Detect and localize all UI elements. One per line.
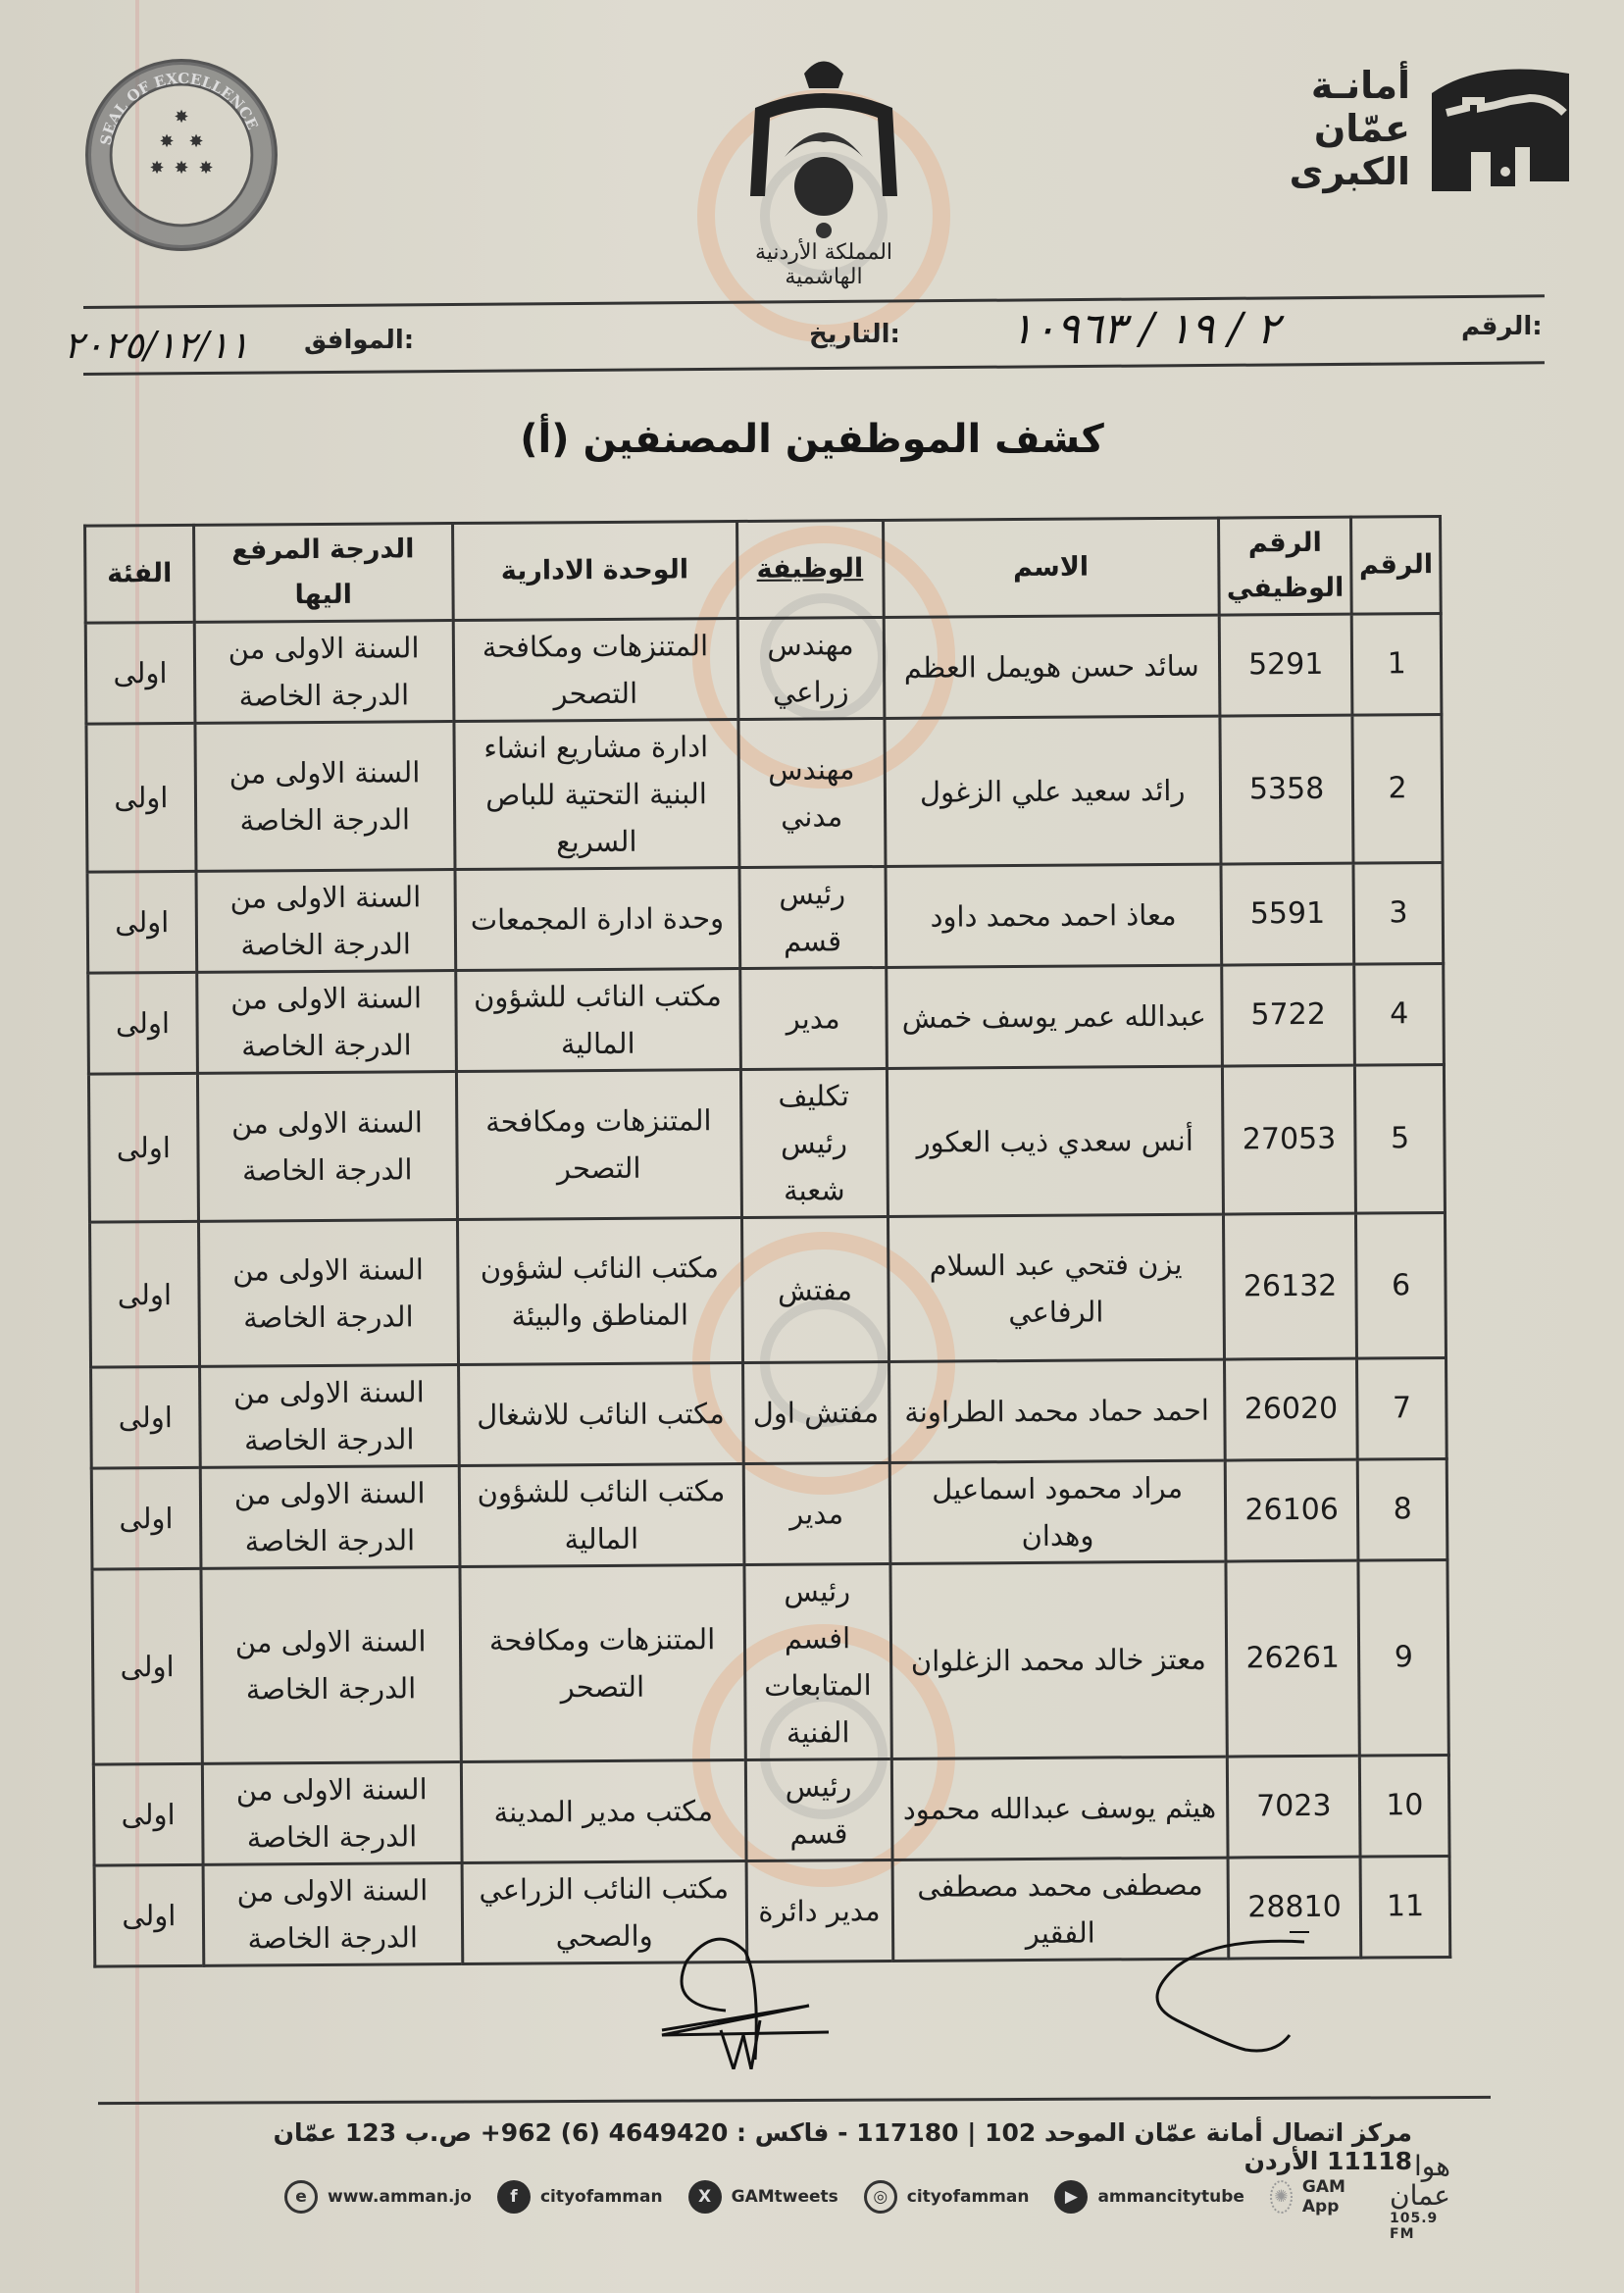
cell-emp-id: 5591	[1221, 863, 1354, 965]
table-row	[92, 1559, 1448, 1764]
table-row	[88, 963, 1445, 1074]
cell-name: يزن فتحي عبد السلام الرفاعي	[888, 1214, 1224, 1361]
cell-no: 6	[1356, 1212, 1446, 1358]
cell-job: رئيس قسم	[739, 866, 887, 968]
cell-job: مهندس زراعي	[737, 617, 885, 719]
col-header-name: الاسم	[883, 518, 1219, 617]
ref-number-value: ٢ / ١٩ / ١٠٩٦٣	[1010, 304, 1280, 354]
cell-unit: المتنزهات ومكافحة التصحر	[456, 1070, 741, 1220]
table-row	[93, 1755, 1449, 1865]
col-header-no: الرقم	[1351, 517, 1441, 615]
cell-no: 1	[1352, 614, 1442, 716]
logo-text	[1289, 64, 1410, 193]
cell-name: مراد محمود اسماعيل وهدان	[889, 1460, 1226, 1563]
cell-emp-id: 26020	[1224, 1358, 1357, 1460]
cell-name: مصطفى محمد مصطفى الفقير	[892, 1858, 1229, 1961]
social-label: ammancitytube	[1097, 2187, 1244, 2207]
cell-no: 5	[1355, 1064, 1446, 1213]
cell-job: رئيس افسم المتابعات الفنية	[744, 1563, 891, 1759]
cell-emp-id: 7023	[1227, 1756, 1360, 1858]
cell-name: عبدالله عمر يوسف خمش	[886, 965, 1222, 1068]
table-row	[91, 1357, 1447, 1468]
social-label: GAM App	[1301, 2177, 1345, 2217]
cell-name: احمد حماد محمد الطراونة	[888, 1359, 1225, 1462]
social-website[interactable]	[284, 2180, 472, 2214]
cell-job: مدير دائرة	[746, 1860, 893, 1962]
cell-name: رائد سعيد علي الزغول	[884, 716, 1220, 866]
svg-text:✸: ✸	[159, 131, 175, 152]
cell-no: 7	[1357, 1357, 1446, 1459]
seal-of-excellence-icon	[80, 54, 282, 256]
cell-name: معتز خالد محمد الزغلوان	[890, 1561, 1228, 1758]
cell-emp-id: 5722	[1222, 964, 1355, 1066]
table-row	[88, 1064, 1445, 1222]
document-title: كشف الموظفين المصنفين (أ)	[520, 417, 1104, 462]
cell-no: 10	[1360, 1755, 1449, 1857]
svg-text:✸: ✸	[188, 131, 204, 152]
cell-job: مفتش	[741, 1216, 888, 1362]
crest-caption: المملكة الأردنية الهاشمية	[754, 240, 893, 289]
cell-job: رئيس قسم	[745, 1758, 892, 1860]
logo-line-1: أمانـة	[1310, 64, 1410, 107]
ref-date-label: التاريخ:	[809, 320, 900, 349]
svg-text:✸: ✸	[198, 158, 214, 178]
contact-info: مركز اتصال أمانة عمّان الموحد 102 | 117180 - فاكس : 4649420 (6) 962+ ص.ب 123 عمّان 11118 الأردن	[273, 2118, 1412, 2175]
radio-hawa-amman	[1390, 2152, 1450, 2242]
cell-emp-id: 5291	[1219, 614, 1352, 716]
radio-frequency: 105.9 FM	[1390, 2211, 1439, 2242]
social-links	[284, 2150, 1450, 2242]
social-x[interactable]	[688, 2180, 838, 2214]
social-facebook[interactable]	[497, 2180, 663, 2214]
cell-grade: السنة الاولى من الدرجة الخاصة	[196, 870, 456, 973]
globe-icon: e	[284, 2180, 318, 2214]
col-header-job: الوظيفة	[736, 520, 884, 618]
svg-text:✸: ✸	[149, 158, 165, 178]
cell-name: أنس سعدي ذيب العكور	[887, 1066, 1223, 1216]
amman-skyline-logo-icon	[1422, 54, 1579, 201]
cell-unit: المتنزهات ومكافحة التصحر	[460, 1564, 745, 1761]
social-instagram[interactable]	[864, 2180, 1030, 2214]
cell-unit: المتنزهات ومكافحة التصحر	[453, 619, 738, 722]
table-header-row	[85, 517, 1442, 624]
social-label: cityofamman	[539, 2187, 663, 2207]
cell-no: 11	[1360, 1856, 1449, 1958]
logo-line-2: عمّان	[1313, 107, 1410, 150]
svg-text:SEAL OF EXCELLENCE: SEAL OF EXCELLENCE	[96, 69, 262, 147]
social-label: cityofamman	[906, 2187, 1030, 2207]
cell-grade: السنة الاولى من الدرجة الخاصة	[203, 1863, 463, 1966]
cell-category: اولى	[92, 1568, 202, 1764]
logo-line-3: الكبرى	[1289, 150, 1410, 193]
cell-unit: مكتب النائب للشؤون المالية	[455, 969, 740, 1072]
cell-category: اولى	[91, 1366, 200, 1468]
cell-unit: وحدة ادارة المجمعات	[455, 868, 740, 971]
cell-unit: مكتب النائب للاشغال	[458, 1362, 743, 1465]
svg-text:✸: ✸	[174, 158, 189, 178]
cell-job: مفتش اول	[742, 1361, 889, 1463]
cell-emp-id: 27053	[1222, 1065, 1356, 1214]
table-row	[87, 863, 1444, 974]
ref-corresponding-value: ٢٠٢٥/١٢/١١	[64, 324, 249, 367]
cell-no: 9	[1358, 1559, 1448, 1756]
social-app[interactable]	[1270, 2177, 1356, 2217]
radio-name: هوا عمان	[1390, 2150, 1450, 2212]
cell-emp-id: 26106	[1225, 1459, 1358, 1561]
table-row	[85, 614, 1442, 725]
cell-grade: السنة الاولى من الدرجة الخاصة	[197, 971, 457, 1074]
cell-category: اولى	[91, 1467, 200, 1569]
seal-of-excellence	[80, 54, 282, 256]
cell-category: اولى	[93, 1763, 202, 1865]
signature-right	[1098, 1912, 1324, 2060]
cell-grade: السنة الاولى من الدرجة الخاصة	[198, 1220, 458, 1367]
table-row	[90, 1212, 1446, 1367]
social-label: www.amman.jo	[328, 2187, 472, 2207]
cell-grade: السنة الاولى من الدرجة الخاصة	[199, 1365, 459, 1468]
cell-emp-id: 28810	[1228, 1857, 1361, 1959]
col-header-emp-id: الرقم الوظيفي	[1218, 517, 1351, 615]
cell-job: تكليف رئيس شعبة	[740, 1068, 888, 1217]
staff-table	[83, 515, 1451, 1968]
cell-no: 4	[1354, 963, 1444, 1065]
social-label: GAMtweets	[731, 2187, 838, 2207]
cell-category: اولى	[85, 622, 194, 724]
cell-emp-id: 26132	[1223, 1213, 1356, 1359]
app-icon: ✺	[1270, 2180, 1293, 2214]
table-row	[91, 1458, 1447, 1569]
cell-unit: مكتب النائب لشؤون المناطق والبيئة	[457, 1218, 742, 1365]
cell-category: اولى	[94, 1864, 203, 1966]
amman-municipality-logo	[1289, 54, 1549, 201]
cell-category: اولى	[88, 1073, 198, 1222]
jordan-coat-of-arms	[716, 44, 932, 289]
cell-emp-id: 26261	[1226, 1560, 1360, 1757]
cell-unit: ادارة مشاريع انشاء البنية التحتية للباص السريع	[454, 720, 739, 870]
col-header-grade: الدرجة المرفع اليها	[193, 524, 452, 623]
cell-grade: السنة الاولى من الدرجة الخاصة	[197, 1072, 457, 1222]
cell-grade: السنة الاولى من الدرجة الخاصة	[200, 1466, 460, 1569]
ref-corresponding-label: الموافق:	[304, 326, 415, 355]
svg-text:✸: ✸	[174, 107, 189, 127]
cell-name: معاذ احمد محمد داود	[886, 864, 1222, 967]
youtube-icon: ▶	[1054, 2180, 1088, 2214]
cell-emp-id: 5358	[1220, 715, 1354, 864]
cell-unit: مكتب النائب الزراعي والصحي	[462, 1860, 747, 1963]
signature-left	[647, 1922, 902, 2069]
cell-grade: السنة الاولى من الدرجة الخاصة	[202, 1762, 462, 1865]
cell-unit: مكتب مدير المدينة	[461, 1759, 746, 1862]
x-twitter-icon: X	[688, 2180, 722, 2214]
social-youtube[interactable]	[1054, 2180, 1244, 2214]
cell-no: 2	[1352, 715, 1443, 864]
cell-job: مدير	[739, 967, 887, 1069]
cell-grade: السنة الاولى من الدرجة الخاصة	[195, 722, 455, 872]
jordan-coat-of-arms-icon	[736, 49, 912, 245]
col-header-unit: الوحدة الادارية	[452, 522, 737, 621]
cell-grade: السنة الاولى من الدرجة الخاصة	[194, 621, 454, 724]
table-row	[86, 715, 1443, 873]
instagram-icon: ◎	[864, 2180, 897, 2214]
cell-no: 3	[1353, 863, 1443, 965]
cell-name: هيثم يوسف عبدالله محمود	[891, 1757, 1228, 1860]
cell-grade: السنة الاولى من الدرجة الخاصة	[201, 1567, 461, 1764]
facebook-icon: f	[497, 2180, 531, 2214]
cell-unit: مكتب النائب للشؤون المالية	[459, 1463, 744, 1566]
ref-number-label: الرقم:	[1461, 312, 1543, 341]
cell-job: مهندس مدني	[737, 718, 885, 867]
cell-category: اولى	[88, 972, 197, 1074]
cell-category: اولى	[86, 723, 196, 872]
col-header-category: الفئة	[85, 525, 194, 623]
cell-job: مدير	[743, 1462, 890, 1564]
cell-category: اولى	[90, 1221, 200, 1367]
cell-no: 8	[1358, 1458, 1447, 1560]
cell-name: سائد حسن هويمل العظم	[884, 615, 1220, 718]
cell-category: اولى	[87, 871, 196, 973]
